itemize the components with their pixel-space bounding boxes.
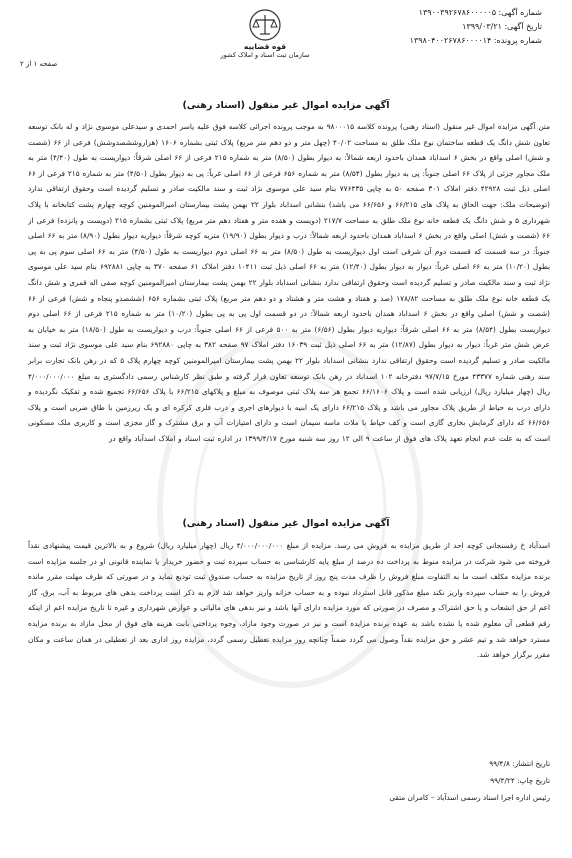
auction-terms-text: اسدآباد خ رفسنجانی کوچه احد از طریق مزایده به فروش می رسد. مزایده از مبلغ ۴/۰۰۰/۰۰۰/۰۰۰ ریال (چهار میلیارد ریال) شروع و به بالاترین قیمت پیشنهادی نقداً فروخته می شود شرکت در مزایده منوط به پرداخت ده درصد از مبلغ پایه کارشناسی به حساب سپرده ثبت و حضور خریدار یا نماینده قانونی او در جلسه مزایده است برنده مزایده مکلف است ما به التفاوت مبلغ فروش را ظرف مدت پنج روز از تاریخ مزایده به حساب صندوق ثبت تودیع نماید و در صورتی که ظرف مهلت مقرر مانده فروش را به حساب سپرده واریز نکند مبلغ مذکور قابل استرداد نبوده و به حساب خزانه واریز خواهد شد لازم به ذکر است پرداخت بدهی های مربوط به آب، برق، گاز اعم از حق انشعاب و یا حق اشتراک و مصرف در صورتی که مورد مزایده دارای آنها باشد و نیز بدهی های مالیاتی و عوارض شهرداری و غیره تا تاریخ مزایده اعم از اینکه رقم قطعی آن معلوم شده یا نشده باشد به عهده برنده مزایده است و نیز در صورت وجود مازاد، وجوه پرداختی بابت هزینه های فوق از محل مازاد به برنده مزایده مسترد خواهد شد و تیم عشر و حق مزایده نقداً وصول می گردد ضمناً چنانچه روز مزایده تعطیل رسمی گردد، مزایده روز اداری بعد از تعطیلی در همان ساعت و مکان مقرر برگزار خواهد شد. xyxy=(28,541,550,660)
page-number: صفحه ۱ از ۲ xyxy=(20,60,58,68)
print-date: تاریخ چاپ: ۹۹/۴/۲۴ xyxy=(490,776,550,785)
notice-meta xyxy=(332,6,542,48)
judiciary-label: قوه قضاییه xyxy=(243,42,287,51)
signature-line: رئیس اداره اجرا اسناد رسمی اسدآباد – کامران متقی xyxy=(389,793,550,802)
scales-of-justice-icon xyxy=(248,8,282,42)
notice-date: تاریخ آگهی: ۱۳۹۹/۰۳/۲۱ xyxy=(462,22,542,31)
auction-body-text: متن آگهی مزایده اموال غیر منقول (اسناد رهنی) پرونده کلاسه ۹۸۰۰۰۱۵ به موجب پرونده اجرائی کلاسه فوق علیه یاسر احمدی و سیدعلی موسوی نژاد و له بانک توسعه تعاون شش دانگ یک قطعه ساختمان نوع ملک طلق به مساحت ۴۰/۰۲ (چهل متر و دو دهم متر مربع) پلاک ثبتی بشماره ۱۶۰۶ (هزاروششصدوشش) فرعی از ۶۶ (شصت و شش) اصلی واقع در بخش ۶ اسداباد همدان باحدود اربعه شمالاً: به دیوار بطول (۸/۵۰) متر به شماره ۲۱۵ فرعی از ۶۶ اصلی شرقاً: دیواریست به طول (۴/۴۰) متر به ملک مجاور جزئی از پلاک ۶۶ اصلی جنوباً: پی به دیوار بطول (۸/۵۴) متر به شماره ۶۵۶ فرعی از ۶۶ اصلی غرباً: پی به دیوار بطول (۴/۵۰) متر به شماره ۲۱۵ فرعی از ۶۶ اصلی ذیل ثبت ۴۲۹۲۸ دفتر املاک ۳۰۱ صفحه ۵۰ به چاپی ۷۷۶۴۳۵ بنام سید علی موسوی نژاد ثبت و سند مالکیت صادر و تسلیم گردیده است وحقوق ارتفاقی ندارد (توضیحات ملک: جهت الحاق به پلاک های ۶۶/۲۱۵ و ۶۶/۶۵۶ می باشد) بنشانی اسداباد بلوار ۲۲ بهمن پشت بیمارستان امیرالمومنین کوچه چهارم پشت کتابخانه با پلاک شهرداری ۵ و شش دانگ یک قطعه خانه نوع ملک طلق به مساحت ۲۱۷/۷ (دویست و هفده متر و هفتاد دهم متر مربع) پلاک ثبتی بشماره ۲۱۵ (دویست و پانزده) فرعی از ۶۶ (شصت و شش) اصلی واقع در بخش ۶ اسداباد همدان باحدود اربعه شمالاً: درب و دیوار بطول (۱۹/۹۰) متریه کوچه شرقاً: دیواریه دیوار بطول (۸/۹۰) متر به ۶۶ اصلی جنوباً: در سه قسمت که قسمت دوم آن شرقی است اول دیواریست به طول (۸/۵۰) متر به ۶۶ اصلی دوم دیواریست به طول (۴/۵۰) متر به ۶۶ اصلی سوم پی به پی بطول (۱۰/۲۰) متر به ۶۶ اصلی غرباً: دیوار به دیوار بطول (۱۲/۴۰) متر به ۶۶ اصلی ذیل ثبت ۱۰۴۱۱ دفتر املاک ۶۱ صفحه ۳۷۰ به چاپی ۶۹۲۸۸۱ بنام سید علی موسوی نژاد ثبت و سند مالکیت صادر و تسلیم گردیده است وحقوق ارتفاقی ندارد بنشانی اسداباد بلوار ۲۲ بهمن پشت بیمارستان امیرالمومنین کوچه صفی اله قمری و شش دانگ یک قطعه خانه نوع ملک طلق به مساحت ۱۷۸/۸۲ (صد و هفتاد و هشت متر و هشتاد و دو دهم متر مربع) پلاک ثبتی بشماره ۶۵۶ (ششصدو پنجاه و شش) فرعی از ۶۶ (شصت و شش) اصلی واقع در بخش ۶ اسداباد همدان باحدود اربعه شمالاً: در دو قسمت اول پی به پی بطول (۱۰/۲۰) متر به شماره ۲۱۵ فرعی از ۶۶ اصلی دوم دیواریست بطول (۸/۵۴) متر به ۶۶ اصلی شرقاً: دیواریه دیوار بطول (۶/۵۶) متر به ۵۰۰ فرعی از ۶۶ اصلی جنوباً: درب و دیواریست به طول (۱۸/۵۰) متر به خیابان به عرض شش متر غرباً: دیوار به دیوار بطول (۱۲/۸۷) متر به ۶۶ اصلی ذیل ثبت ۱۶۰۳۹ دفتر املاک ۹۷ صفحه ۳۸۲ به چاپی ۶۹۲۸۸۰ بنام سید علی موسوی نژاد ثبت و سند مالکیت صادر و تسلیم گردیده است وحقوق ارتفاقی ندارد بنشانی اسداباد بلوار ۲۲ بهمن پشت بیمارستان امیرالمومنین کوچه چهارم پلاک ۵ که در رهن بانک تجارت برابر سند رهنی شماره ۴۳۳۷۷ مورخ ۹۷/۷/۱۵ دفترخانه ۱۰۲ اسداباد در رهن بانک توسعه تعاون قرار گرفته و طبق نظر کارشناس رسمی دادگستری به مبلغ ۴/۰۰۰/۰۰۰/۰۰۰ ریال (چهار میلیارد ریال) ارزیابی شده است و پلاک ۶۶/۱۶۰۶ تجمع هر سه پلاک ثبتی موصوف به مبلغ و پلاکهای ۶۶/۲۱۵ با پلاک ۶۶/۶۵۶ تجمیع شده و تفکیک نگردیده و دارای درب به حیاط از طریق پلاک مجاور می باشد و پلاک ۶۶/۲۱۵ دارای یک ابنیه با دیوارهای اجری و درب فلزی کرکره ای و یک زیرزمین با طاق ضربی است و پلاک ۶۶/۶۵۶ که دارای گرمایش بخاری گازی است و کف حیاط با ملات ماسه سیمان است و دارای امتیازات آب و برق مشترک و گاز مجزی است و کاربری ملک مسکونی است که به علت عدم انجام تعهد پلاک های فوق از ساعت ۹ الی ۱۲ روز سه شنبه مورخ ۱۳۹۹/۴/۱۷ در اداره ثبت اسناد و املاک اسدآباد واقع در xyxy=(28,122,550,443)
publish-date: تاریخ انتشار: ۹۹/۴/۸ xyxy=(489,759,550,768)
registry-org-label: سازمان ثبت اسناد و املاک کشور xyxy=(220,51,310,59)
section-title: آگهی مزایده اموال غیر منقول (اسناد رهنی) xyxy=(182,100,390,111)
file-number: شماره پرونده: ۱۳۹۸۰۴۰۰۲۶۷۸۶۰۰۰۰۱۴ xyxy=(409,36,542,45)
judiciary-emblem xyxy=(205,8,325,78)
section-title: آگهی مزایده اموال غیر منقول (اسناد رهنی) xyxy=(182,518,390,529)
notice-number: شماره آگهی: ۱۳۹۰۰۳۹۲۶۷۸۶۰۰۰۰۰۵ xyxy=(418,8,542,17)
